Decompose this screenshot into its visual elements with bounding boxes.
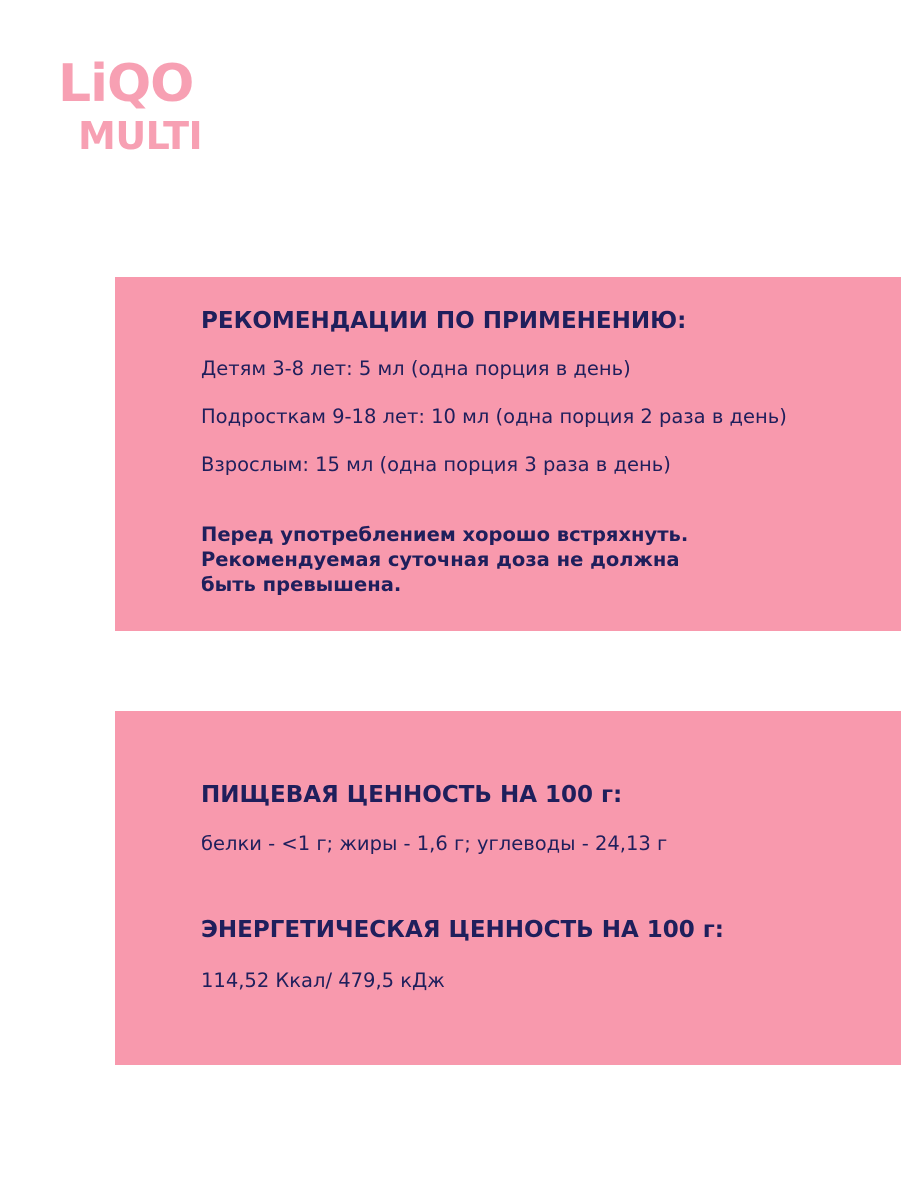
usage-heading: РЕКОМЕНДАЦИИ ПО ПРИМЕНЕНИЮ: xyxy=(201,308,687,334)
warning-line-3: быть превышена. xyxy=(201,573,402,596)
brand-logo xyxy=(58,54,228,162)
usage-teenagers: Подросткам 9-18 лет: 10 мл (одна порция 2 раза в день) xyxy=(201,405,787,428)
logo-wordmark-liqo: LiQO xyxy=(58,54,194,114)
usage-adults: Взрослым: 15 мл (одна порция 3 раза в день) xyxy=(201,453,671,476)
warning-line-2: Рекомендуемая суточная доза не должна xyxy=(201,548,680,571)
energy-heading: ЭНЕРГЕТИЧЕСКАЯ ЦЕННОСТЬ НА 100 г: xyxy=(201,917,724,943)
usage-warning xyxy=(201,522,688,597)
nutrition-value: белки - <1 г; жиры - 1,6 г; углеводы - 24,13 г xyxy=(201,832,668,855)
warning-line-1: Перед употреблением хорошо встряхнуть. xyxy=(201,523,689,546)
usage-children: Детям 3-8 лет: 5 мл (одна порция в день) xyxy=(201,357,631,380)
usage-recommendations-panel xyxy=(115,277,901,631)
logo-wordmark-multi: MULTI xyxy=(78,114,203,158)
nutrition-heading: ПИЩЕВАЯ ЦЕННОСТЬ НА 100 г: xyxy=(201,782,623,808)
energy-value: 114,52 Ккал/ 479,5 кДж xyxy=(201,969,445,992)
nutrition-panel xyxy=(115,711,901,1065)
